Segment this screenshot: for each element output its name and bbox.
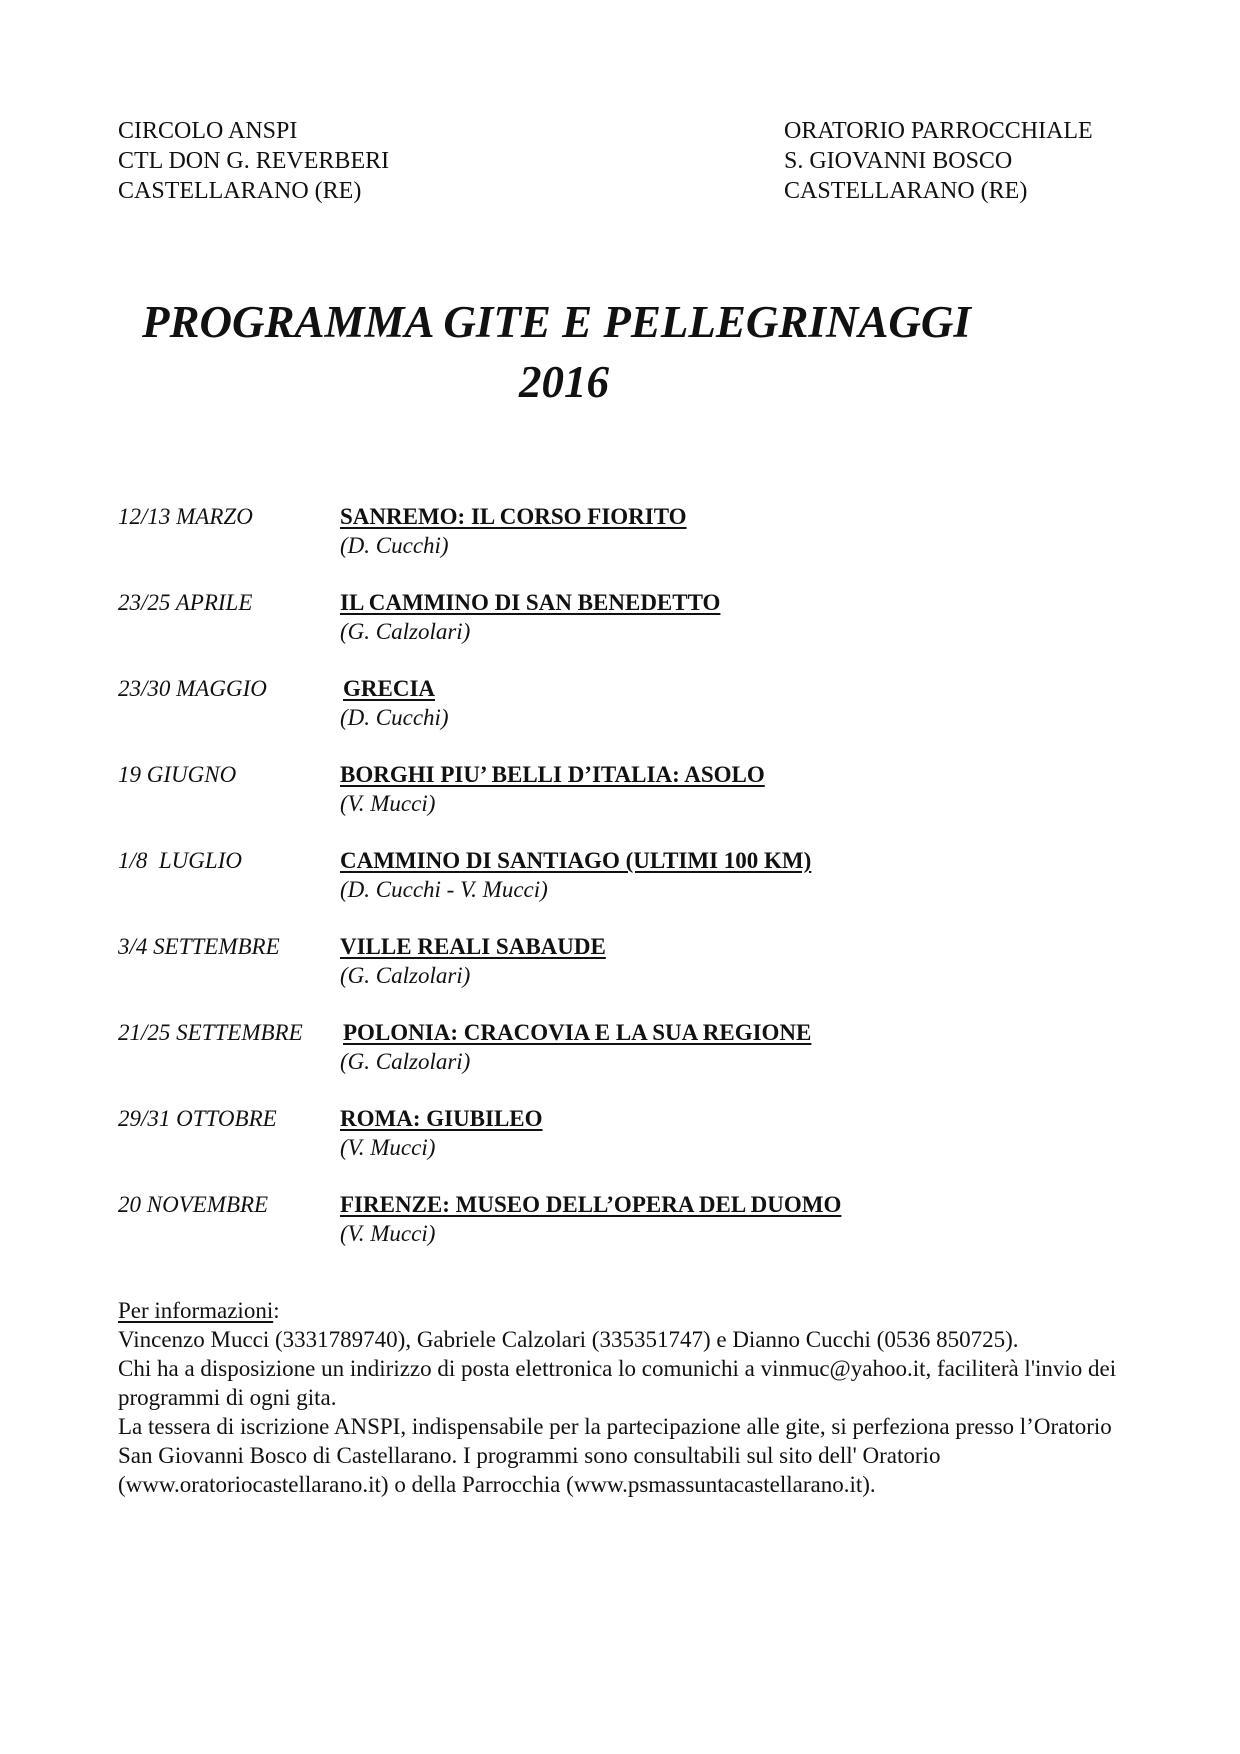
event-date: 23/30 MAGGIO: [118, 676, 267, 701]
event-item: [118, 1104, 1128, 1190]
header-left-line-3: CASTELLARANO (RE): [118, 178, 362, 204]
event-item: [118, 1190, 1128, 1276]
event-item: [118, 846, 1128, 932]
header-left-block: [118, 116, 389, 206]
event-date: 12/13 MARZO: [118, 504, 253, 529]
event-date: 19 GIUGNO: [118, 762, 237, 787]
event-title: SANREMO: IL CORSO FIORITO: [340, 504, 687, 529]
event-item: [118, 674, 1128, 760]
title-year: 2016: [519, 357, 609, 407]
event-organizer: (D. Cucchi): [340, 533, 449, 558]
event-date: 20 NOVEMBRE: [118, 1192, 269, 1217]
event-organizer: (G. Calzolari): [340, 963, 471, 988]
event-item: [118, 760, 1128, 846]
event-organizer: (V. Mucci): [340, 1135, 436, 1160]
title-main: PROGRAMMA GITE E PELLEGRINAGGI: [142, 297, 971, 347]
event-title: BORGHI PIU’ BELLI D’ITALIA: ASOLO: [340, 762, 765, 787]
info-heading-line: [118, 1296, 1128, 1325]
event-organizer: (G. Calzolari): [340, 1049, 471, 1074]
event-organizer: (D. Cucchi): [340, 705, 449, 730]
event-item: [118, 932, 1128, 1018]
header-right-block: [784, 116, 1093, 206]
event-date: 29/31 OTTOBRE: [118, 1106, 277, 1131]
event-organizer: (V. Mucci): [340, 791, 436, 816]
header-left-line-1: CIRCOLO ANSPI: [118, 118, 298, 144]
header-right-line-1: ORATORIO PARROCCHIALE: [784, 118, 1093, 144]
info-email-note: Chi ha a disposizione un indirizzo di posta elettronica lo comunichi a vinmuc@yahoo.it, faciliterà l'invio dei programmi di ogni gita.: [118, 1356, 1117, 1410]
event-date: 1/8 LUGLIO: [118, 848, 242, 873]
info-heading-colon: :: [273, 1298, 280, 1323]
events-list: [118, 502, 1128, 1276]
event-title: GRECIA: [343, 676, 436, 701]
info-contacts: Vincenzo Mucci (3331789740), Gabriele Calzolari (335351747) e Dianno Cucchi (0536 850725).: [118, 1327, 1019, 1352]
event-item: [118, 502, 1128, 588]
info-heading: Per informazioni: [118, 1298, 274, 1323]
header-right-line-2: S. GIOVANNI BOSCO: [784, 148, 1013, 174]
event-date: 21/25 SETTEMBRE: [118, 1020, 303, 1045]
event-organizer: (D. Cucchi - V. Mucci): [340, 877, 548, 902]
event-item: [118, 1018, 1128, 1104]
header-left-line-2: CTL DON G. REVERBERI: [118, 148, 390, 174]
event-item: [118, 588, 1128, 674]
event-title: IL CAMMINO DI SAN BENEDETTO: [340, 590, 721, 615]
info-section: [118, 1296, 1128, 1499]
event-title: VILLE REALI SABAUDE: [340, 934, 606, 959]
event-title: ROMA: GIUBILEO: [340, 1106, 543, 1131]
event-title: POLONIA: CRACOVIA E LA SUA REGIONE: [343, 1020, 812, 1045]
event-title: CAMMINO DI SANTIAGO (ULTIMI 100 KM): [340, 848, 812, 873]
event-organizer: (V. Mucci): [340, 1221, 436, 1246]
info-membership-note: La tessera di iscrizione ANSPI, indispensabile per la partecipazione alle gite, si perfeziona presso l’Oratorio San Giovanni Bosco di Castellarano. I programmi sono consultabili sul sito dell' Oratorio (www.oratoriocastellarano.it) o della Parrocchia (www.psmassuntacastellarano.it).: [118, 1414, 1112, 1497]
event-date: 3/4 SETTEMBRE: [118, 934, 280, 959]
event-date: 23/25 APRILE: [118, 590, 253, 615]
event-title: FIRENZE: MUSEO DELL’OPERA DEL DUOMO: [340, 1192, 842, 1217]
event-organizer: (G. Calzolari): [340, 619, 471, 644]
header-right-line-3: CASTELLARANO (RE): [784, 178, 1028, 204]
